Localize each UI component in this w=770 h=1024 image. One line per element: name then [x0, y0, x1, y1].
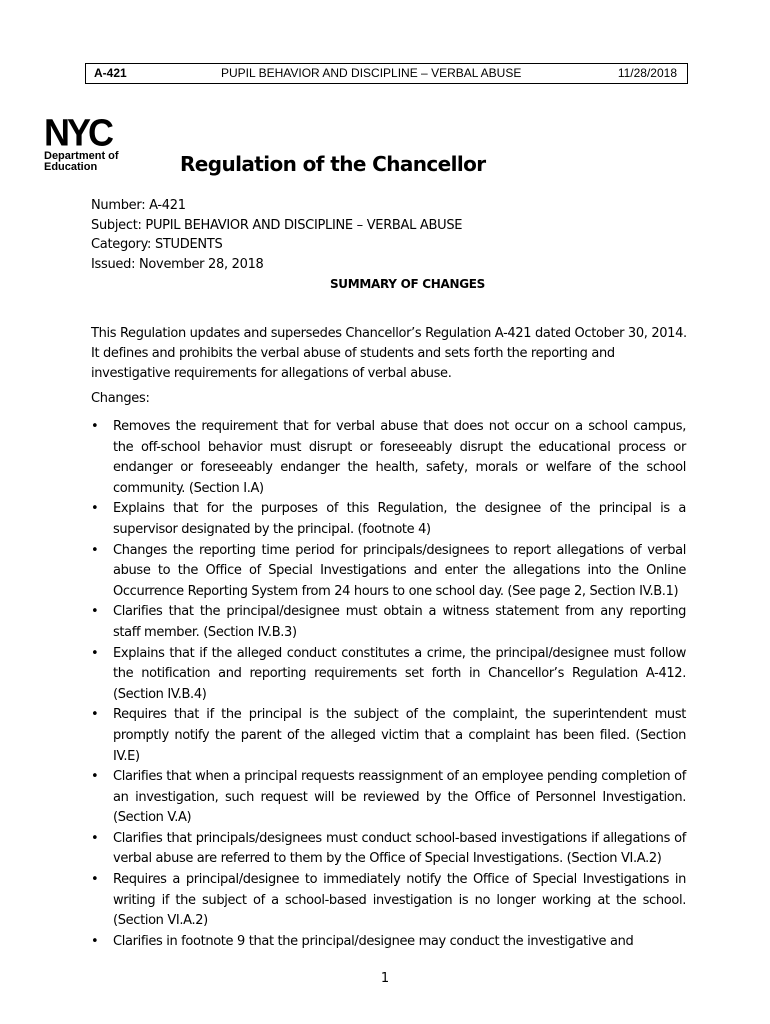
- changes-list: [91, 417, 686, 952]
- list-item-text: Explains that for the purposes of this Regulation, the designee of the principal is a supervisor designated by the principal. (footnote 4): [113, 501, 686, 537]
- regulation-meta: [91, 196, 462, 274]
- list-item: [91, 705, 686, 767]
- list-item-text: Clarifies that the principal/designee must obtain a witness statement from any reporting staff member. (Section IV.B.3): [113, 604, 686, 640]
- changes-label: Changes:: [91, 391, 150, 406]
- list-item: [91, 644, 686, 706]
- meta-category: Category: STUDENTS: [91, 237, 223, 252]
- intro-line: This Regulation updates and supersedes Chancellor’s Regulation A-421 dated October 30, 2014.: [91, 326, 687, 341]
- logo-line-education: Education: [44, 161, 98, 173]
- meta-issued: Issued: November 28, 2018: [91, 256, 264, 272]
- document-header: [85, 63, 688, 84]
- list-item: [91, 541, 686, 603]
- bullet-icon: •: [91, 542, 99, 558]
- list-item-text: Clarifies that when a principal requests reassignment of an employee pending completion of an investigation, such request will be reviewed by the Office of Personnel Investigation. (Section V.A): [113, 769, 686, 826]
- list-item-text: Clarifies that principals/designees must conduct school-based investigations if allegations of verbal abuse are referred to them by the Office of Special Investigations. (Section VI.A.2): [113, 830, 686, 867]
- logo-nyc-text: NYC: [44, 110, 112, 154]
- bullet-icon: •: [91, 419, 99, 434]
- header-regulation-number: A-421: [94, 66, 127, 80]
- list-item-text: Clarifies in footnote 9 that the principal/designee may conduct the investigative and: [113, 933, 634, 949]
- page-title: Regulation of the Chancellor: [180, 152, 486, 176]
- bullet-icon: •: [91, 830, 99, 846]
- list-item-text: Requires that if the principal is the subject of the complaint, the superintendent must promptly notify the parent of the alleged victim that a complaint has been filed. (Section IV.E): [113, 707, 686, 764]
- nyc-doe-logo: [44, 110, 144, 176]
- bullet-icon: •: [91, 645, 99, 661]
- bullet-icon: •: [91, 501, 99, 517]
- page-number: 1: [380, 971, 390, 986]
- bullet-icon: •: [91, 707, 99, 723]
- summary-heading: SUMMARY OF CHANGES: [329, 277, 486, 291]
- intro-line: investigative requirements for allegations of verbal abuse.: [91, 366, 452, 381]
- logo-line-department: Department of: [44, 150, 119, 162]
- meta-subject: Subject: PUPIL BEHAVIOR AND DISCIPLINE – VERBAL ABUSE: [91, 217, 463, 233]
- list-item: [91, 829, 686, 870]
- bullet-icon: •: [91, 872, 99, 888]
- list-item-text: Explains that if the alleged conduct constitutes a crime, the principal/designee must follow the notification and reporting requirements set forth in Chancellor’s Regulation A-412. (Section IV.B.4): [113, 645, 686, 702]
- meta-number: Number: A-421: [91, 198, 186, 213]
- header-date: 11/28/2018: [617, 66, 677, 80]
- list-item: [91, 932, 686, 953]
- intro-line: It defines and prohibits the verbal abuse of students and sets forth the reporting and: [91, 346, 615, 361]
- list-item: [91, 602, 686, 643]
- list-item: [91, 499, 686, 540]
- list-item-text: Changes the reporting time period for principals/designees to report allegations of verbal abuse to the Office of Special Investigations and enter the allegations into the Online Occurrence Reporting System from 24 hours to one school day. (See page 2, Section IV.B.1): [113, 542, 686, 599]
- list-item: [91, 767, 686, 829]
- header-title: PUPIL BEHAVIOR AND DISCIPLINE – VERBAL ABUSE: [221, 66, 522, 80]
- bullet-icon: •: [91, 933, 99, 949]
- list-item-text: Requires a principal/designee to immediately notify the Office of Special Investigations in writing if the subject of a school-based investigation is no longer working at the school. (Section VI.A.2): [113, 872, 686, 929]
- intro-paragraph: [91, 324, 691, 384]
- list-item: [91, 870, 686, 932]
- bullet-icon: •: [91, 769, 99, 785]
- bullet-icon: •: [91, 604, 99, 620]
- list-item: [91, 417, 686, 499]
- list-item-text: Removes the requirement that for verbal abuse that does not occur on a school campus, the off-school behavior must disrupt or foreseeably disrupt the educational process or endanger or foreseeably endanger the health, safety, morals or welfare of the school community. (Section I.A): [113, 419, 686, 496]
